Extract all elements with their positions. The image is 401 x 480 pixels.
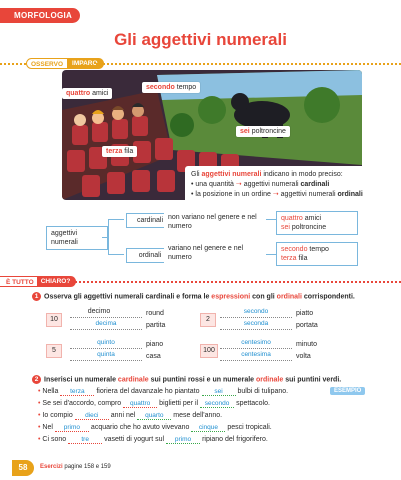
answer-text: centesimo [241,339,271,346]
answer-blank[interactable] [70,329,142,330]
sentence-text: Nella [42,388,59,395]
number-box: 100 [200,344,218,358]
answer-text: decimo [87,308,111,315]
answer-blank[interactable] [220,348,292,349]
exercise-2-line [38,388,288,396]
arrow-icon: ➝ [235,181,242,188]
answer-text: centesima [241,351,271,358]
chiaro-label: CHIARO? [38,276,77,287]
fill-in-blank[interactable]: cinque [191,424,225,432]
bullet-icon: • [38,400,43,407]
osservo-label: OSSERVO [26,58,68,69]
noun-word: amici [92,90,109,97]
fill-in-blank[interactable]: dieci [75,412,109,420]
scheme-cardinali-desc: non variano nel genere e nel numero [164,211,270,233]
scheme-cardinali-example: quattro amici sei poltroncine [276,211,358,235]
cardinal-word: sei [240,128,250,135]
sentence-text: spettacolo. [236,400,270,407]
fill-in-blank[interactable]: sei [202,388,236,396]
sentence-text: vasetti di yogurt sul [104,436,165,443]
noun-word: poltroncine [251,128,286,135]
number-box: 10 [46,313,62,327]
label-secondo-tempo [142,82,200,93]
sentence-text: Nel [42,424,53,431]
noun: piano [146,341,164,348]
sentence-text: anni nel [110,412,136,419]
answer-blank[interactable] [220,329,292,330]
rule-note [185,166,379,204]
noun: portata [296,322,318,329]
scheme-ordinali: ordinali [126,248,174,263]
note-line-2: • una quantità ➝ aggettivi numerali cardinali [191,181,330,188]
sentence-text: bulbi di tulipano. [237,388,289,395]
fill-in-blank[interactable]: quattro [123,400,157,408]
noun-word: tempo [176,84,197,91]
exercise-2-line [38,424,272,432]
noun-word: fila [124,148,134,155]
label-terza-fila [102,146,137,157]
scheme-cardinali: cardinali [126,213,174,228]
scheme-connector [102,237,108,238]
answer-blank[interactable] [70,317,142,318]
imparo-label: IMPARO [68,58,104,69]
sentence-text: acquario che ho avuto vivevano [90,424,190,431]
scheme-connector [108,254,124,255]
number-box: 2 [200,313,216,327]
sentence-text: mese dell'anno. [173,412,223,419]
bullet-icon: • [38,424,43,431]
sentence-text: pesci tropicali. [227,424,272,431]
divider [0,63,26,65]
e-tutto-label: È TUTTO [0,276,38,287]
exercise-2-line [38,436,268,444]
bullet-icon: • [38,436,43,443]
exercise-2-instruction: 2 Inserisci un numerale cardinale sui puntini rossi e un numerale ordinale sui puntini verdi. [32,375,341,384]
answer-text: secondo [243,308,269,315]
sentence-text: ripiano del frigorifero. [202,436,268,443]
osservo-imparo-badge [26,58,104,69]
sentence-text: Se sei d'accordo, compro [42,400,122,407]
sentence-text: Ci sono [42,436,67,443]
divider [70,281,401,283]
sentence-text: Io compio [42,412,73,419]
scheme-connector [266,254,276,255]
answer-text: quinta [97,351,115,358]
noun: round [146,310,164,317]
exercise-2-line [38,400,270,408]
noun: partita [146,322,166,329]
answer-blank[interactable] [70,360,142,361]
label-sei-poltroncine [236,126,290,137]
noun: minuto [296,341,318,348]
sentence-text: biglietti per il [159,400,199,407]
scheme-root: aggettivi numerali [46,226,108,250]
noun: volta [296,353,311,360]
ordinal-word: terza [106,148,123,155]
scheme-connector [108,219,124,220]
fill-in-blank[interactable]: secondo [200,400,234,408]
bullet-icon: • [38,412,43,419]
answer-blank[interactable] [70,348,142,349]
label-quattro-amici [62,88,112,99]
divider [96,63,401,65]
answer-blank[interactable] [220,360,292,361]
answer-text: seconda [243,320,269,327]
scheme-connector [108,219,109,255]
exercise-2-line [38,412,222,420]
exercise-number: 2 [32,375,41,384]
fill-in-blank[interactable]: terza [60,388,94,396]
number-box: 5 [46,344,62,358]
bullet-icon: • [38,388,43,395]
scheme-connector [266,219,276,220]
ordinal-word: quattro [66,90,91,97]
ordinal-word: secondo [146,84,175,91]
exercise-1-instruction: 1 Osserva gli aggettivi numerali cardinali e forma le espressioni con gli ordinali corrispondenti. [32,292,355,301]
sentence-text: fioriera del davanzale ho piantato [96,388,200,395]
note-line-1: Gli aggettivi numerali indicano in modo preciso: [191,171,343,178]
noun: casa [146,353,161,360]
answer-blank[interactable] [220,317,292,318]
answer-text: quinto [97,339,115,346]
fill-in-blank[interactable]: tre [68,436,102,444]
fill-in-blank[interactable]: primo [166,436,200,444]
arrow-icon: ➝ [272,191,279,198]
fill-in-blank[interactable]: quarto [137,412,171,420]
e-tutto-chiaro-badge [0,276,76,287]
page-number: 58 [12,460,34,476]
exercise-number: 1 [32,292,41,301]
note-line-3: • la posizione in un ordine ➝ aggettivi numerali ordinali [191,191,363,198]
footer-reference: Esercizi pagine 158 e 159 [40,464,111,470]
noun: piatto [296,310,314,317]
esempio-badge: ESEMPIO [330,387,365,395]
page-title: Gli aggettivi numerali [114,30,287,49]
scheme-ordinali-desc: variano nel genere e nel numero [164,242,270,264]
answer-text: decima [95,320,117,327]
scheme-ordinali-example: secondo tempo terza fila [276,242,358,266]
section-tag: MORFOLOGIA [0,8,80,23]
fill-in-blank[interactable]: primo [55,424,89,432]
